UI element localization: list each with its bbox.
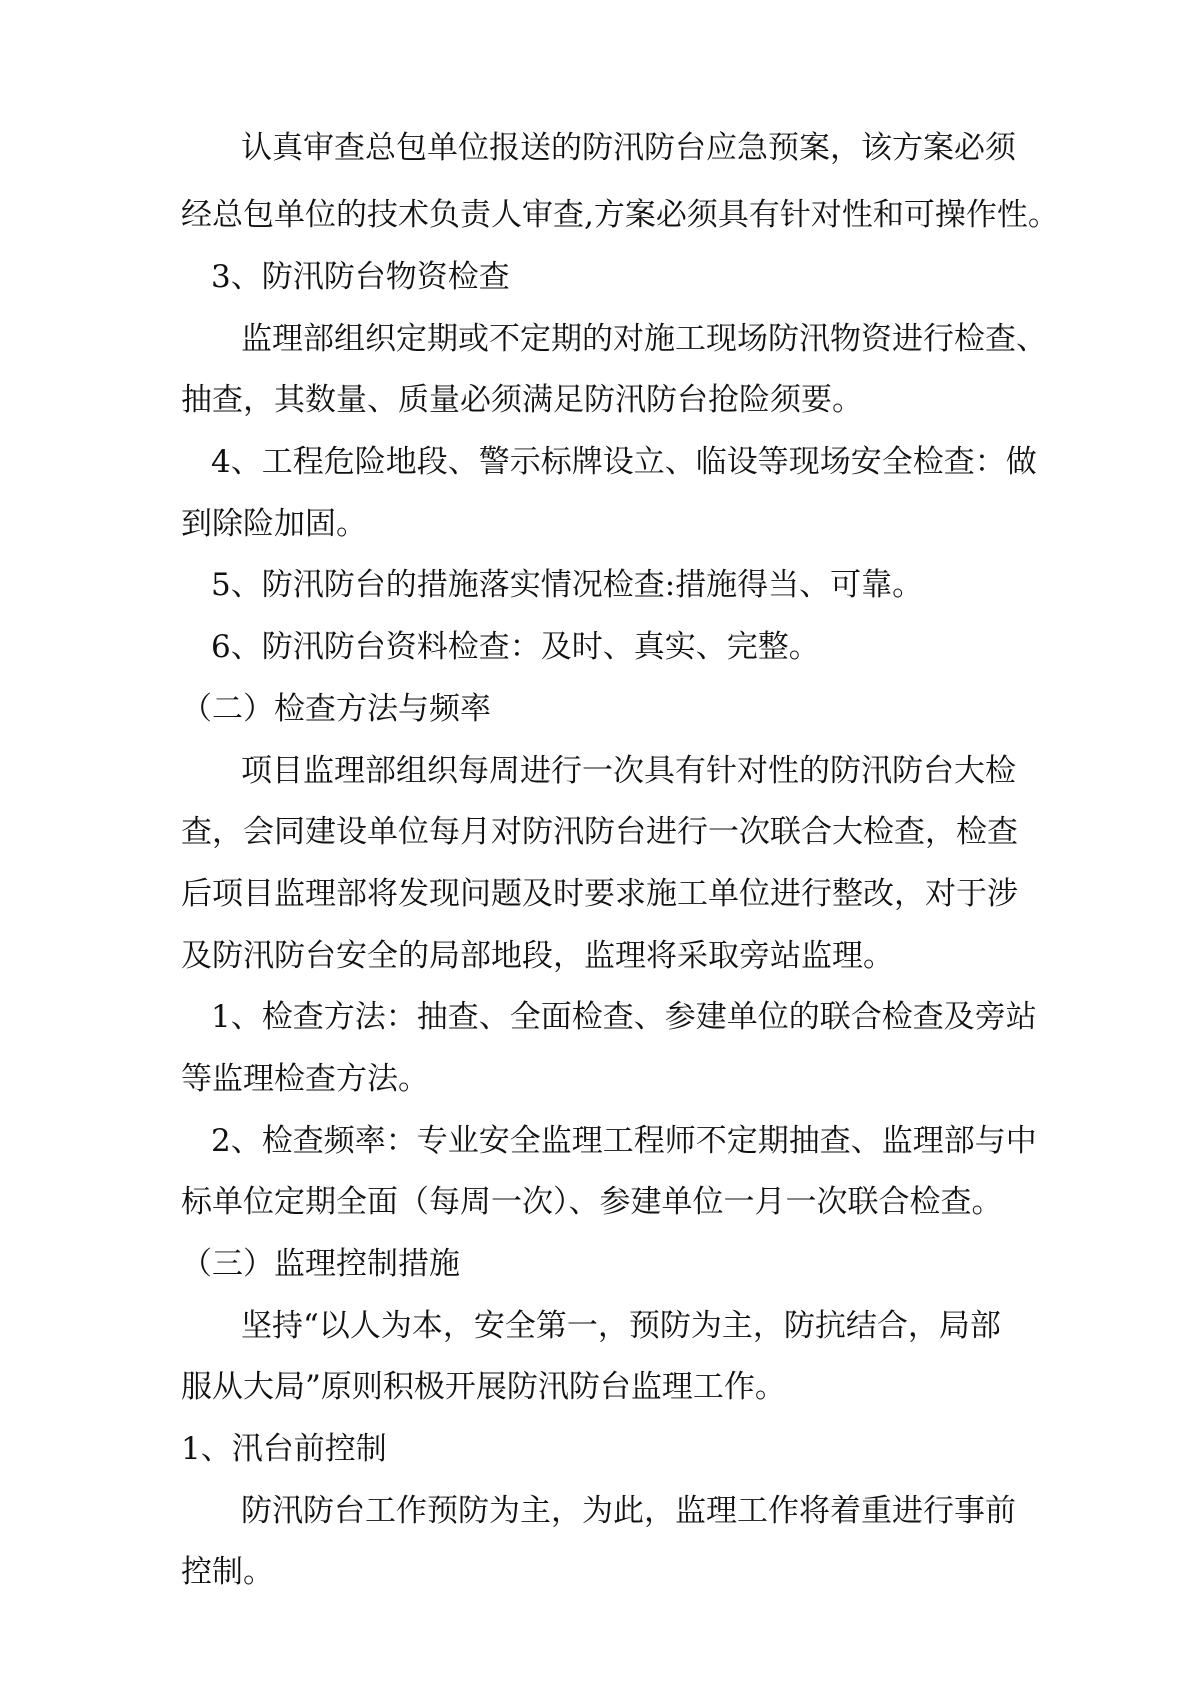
text-line: 1、检查方法：抽查、全面检查、参建单位的联合检查及旁站 — [211, 999, 1037, 1035]
text-line: 监理部组织定期或不定期的对施工现场防汛物资进行检查、 — [241, 321, 1047, 357]
section-heading: （二）检查方法与频率 — [181, 691, 491, 727]
text-line: 5、防汛防台的措施落实情况检查:措施得当、可靠。 — [211, 567, 924, 603]
section-heading: （三）监理控制措施 — [181, 1246, 460, 1282]
text-line: 及防汛防台安全的局部地段，监理将采取旁站监理。 — [181, 938, 894, 974]
section-heading: 3、防汛防台物资检查 — [211, 259, 510, 295]
text-line: 抽查，其数量、质量必须满足防汛防台抢险须要。 — [181, 382, 863, 418]
text-line: 后项目监理部将发现问题及时要求施工单位进行整改，对于涉 — [181, 876, 1018, 912]
text-line: 查，会同建设单位每月对防汛防台进行一次联合大检查，检查 — [181, 814, 1018, 850]
text-line: 4、工程危险地段、警示标牌设立、临设等现场安全检查：做 — [211, 444, 1037, 480]
text-line: 控制。 — [181, 1554, 274, 1590]
text-line: 项目监理部组织每周进行一次具有针对性的防汛防台大检 — [241, 753, 1016, 789]
text-line: 到除险加固。 — [181, 506, 367, 542]
text-line: 2、检查频率：专业安全监理工程师不定期抽查、监理部与中 — [211, 1123, 1037, 1159]
text-line: 经总包单位的技术负责人审查,方案必须具有针对性和可操作性。 — [181, 197, 1059, 233]
text-line: 服从大局”原则积极开展防汛防台监理工作。 — [181, 1369, 786, 1405]
text-line: 认真审查总包单位报送的防汛防台应急预案，该方案必须 — [241, 130, 1016, 166]
text-line: 坚持“以人为本，安全第一，预防为主，防抗结合，局部 — [241, 1308, 1001, 1344]
text-line: 等监理检查方法。 — [181, 1061, 429, 1097]
text-line: 防汛防台工作预防为主，为此，监理工作将着重进行事前 — [241, 1493, 1016, 1529]
text-line: 6、防汛防台资料检查：及时、真实、完整。 — [211, 629, 820, 665]
section-heading: 1、汛台前控制 — [181, 1431, 387, 1467]
text-line: 标单位定期全面（每周一次）、参建单位一月一次联合检查。 — [181, 1184, 1003, 1220]
